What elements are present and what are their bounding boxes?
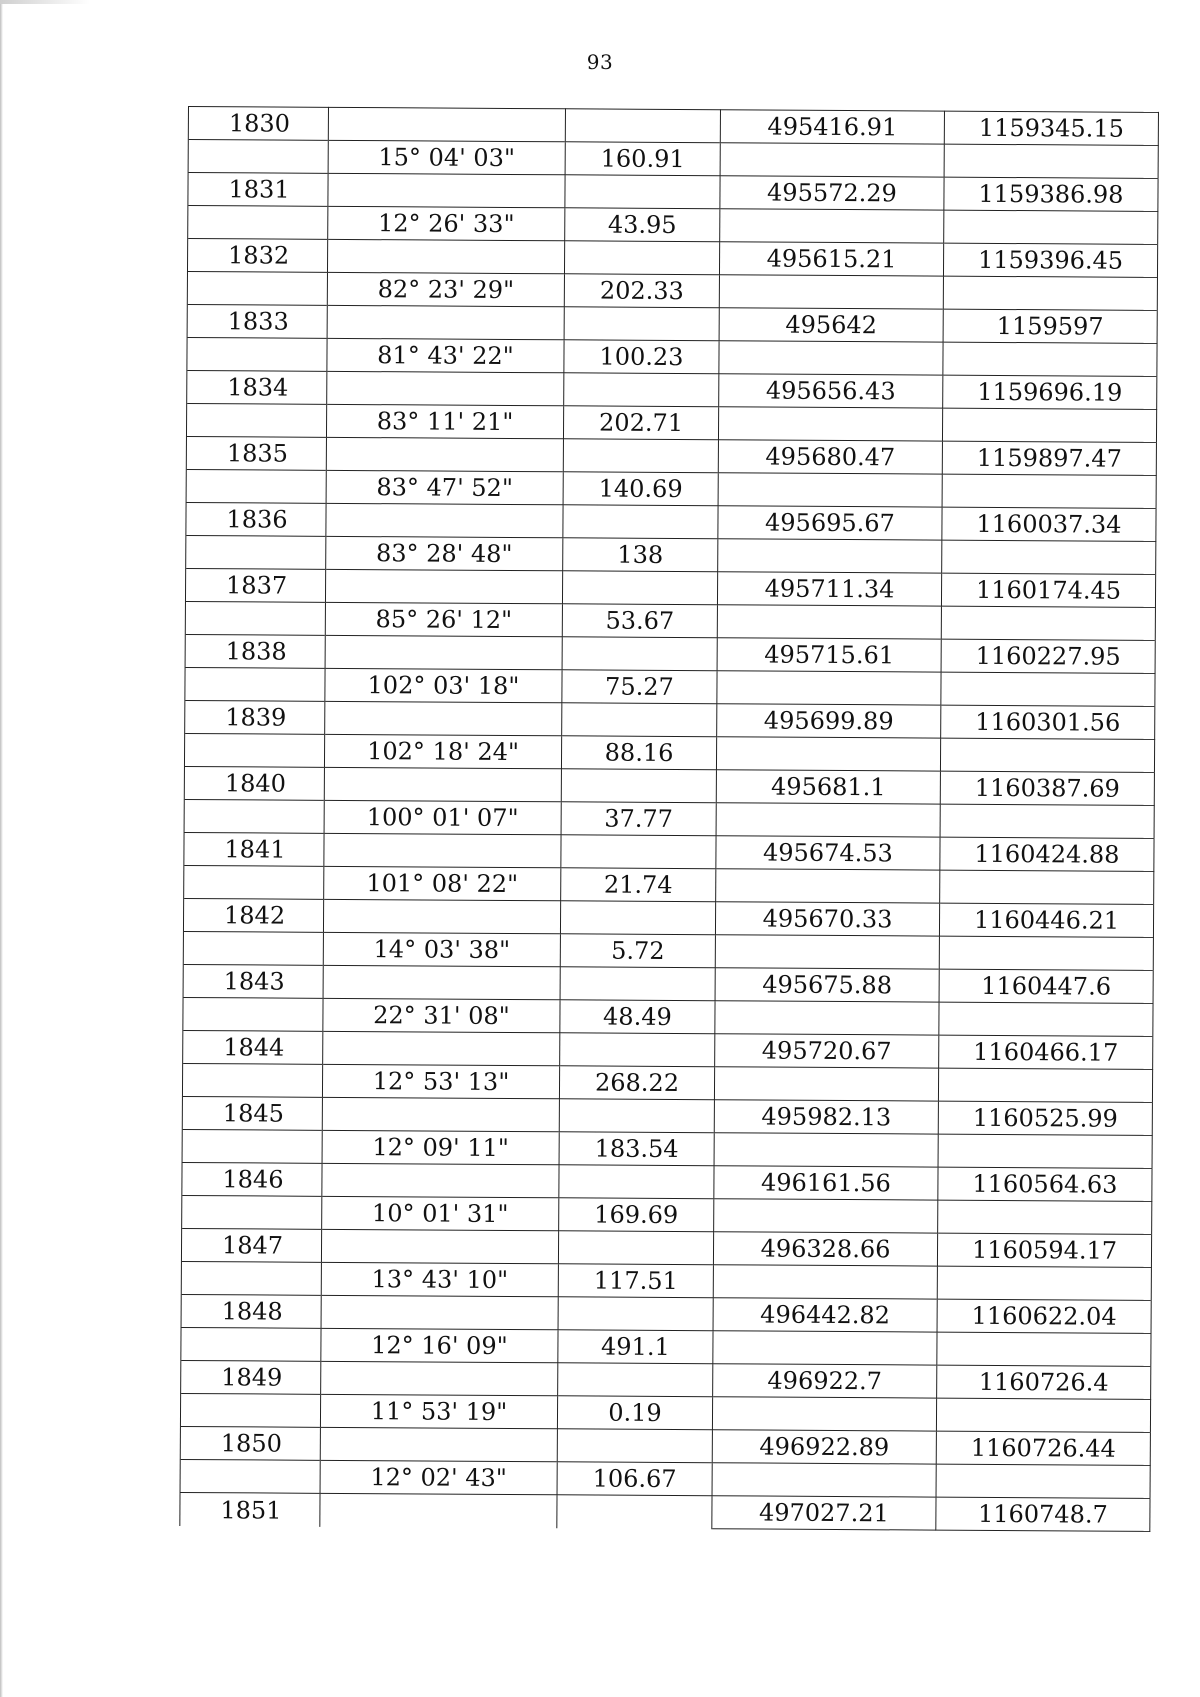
point-id-cell: 1847: [181, 1228, 321, 1262]
distance-cell: 37.77: [561, 802, 716, 836]
empty-x-cell: [713, 1331, 937, 1365]
empty-bearing-cell: [323, 1031, 560, 1065]
empty-y-cell: [938, 1134, 1152, 1168]
bearing-cell: 101° 08' 22": [324, 866, 561, 900]
x-coordinate-cell: 497027.21: [712, 1496, 936, 1530]
x-coordinate-cell: 495615.21: [719, 242, 943, 276]
empty-y-cell: [938, 1068, 1152, 1102]
empty-bearing-cell: [322, 1163, 559, 1197]
bearing-cell: 85° 26' 12": [325, 602, 562, 636]
empty-bearing-cell: [325, 569, 562, 603]
y-coordinate-cell: 1160525.99: [938, 1101, 1152, 1135]
point-id-cell: 1851: [180, 1492, 320, 1526]
distance-cell: 140.69: [563, 472, 718, 506]
x-coordinate-cell: 495715.61: [717, 638, 941, 672]
bearing-cell: 12° 53' 13": [322, 1064, 559, 1098]
empty-bearing-cell: [328, 173, 565, 207]
empty-distance-cell: [558, 1363, 713, 1397]
bearing-cell: 22° 31' 08": [323, 998, 560, 1032]
empty-point-cell: [184, 865, 324, 899]
point-id-cell: 1846: [182, 1162, 322, 1196]
x-coordinate-cell: 495982.13: [714, 1100, 938, 1134]
empty-x-cell: [712, 1463, 936, 1497]
distance-cell: 117.51: [558, 1264, 713, 1298]
empty-y-cell: [944, 210, 1158, 244]
bearing-cell: 12° 02' 43": [320, 1460, 557, 1494]
y-coordinate-cell: 1159897.47: [942, 441, 1156, 475]
empty-y-cell: [939, 936, 1153, 970]
x-coordinate-cell: 495720.67: [715, 1034, 939, 1068]
empty-bearing-cell: [320, 1427, 557, 1461]
bearing-cell: 14° 03' 38": [323, 932, 560, 966]
point-id-cell: 1831: [188, 173, 328, 207]
empty-y-cell: [940, 870, 1154, 904]
empty-distance-cell: [562, 637, 717, 671]
empty-x-cell: [713, 1265, 937, 1299]
distance-cell: 5.72: [560, 934, 715, 968]
empty-y-cell: [937, 1332, 1151, 1366]
empty-x-cell: [714, 1067, 938, 1101]
empty-x-cell: [716, 737, 940, 771]
empty-y-cell: [942, 474, 1156, 508]
point-id-cell: 1850: [180, 1426, 320, 1460]
scan-smudge: [0, 0, 90, 4]
bearing-cell: 83° 28' 48": [326, 536, 563, 570]
bearing-cell: 83° 47' 52": [326, 470, 563, 504]
empty-y-cell: [942, 540, 1156, 574]
distance-cell: 491.1: [558, 1330, 713, 1364]
distance-cell: 43.95: [565, 208, 720, 242]
empty-bearing-cell: [321, 1361, 558, 1395]
empty-distance-cell: [564, 373, 719, 407]
empty-distance-cell: [564, 307, 719, 341]
empty-y-cell: [938, 1200, 1152, 1234]
empty-bearing-cell: [320, 1493, 557, 1527]
y-coordinate-cell: 1160446.21: [939, 903, 1153, 937]
y-coordinate-cell: 1159345.15: [944, 111, 1158, 145]
empty-point-cell: [186, 535, 326, 569]
y-coordinate-cell: 1159396.45: [943, 243, 1157, 277]
empty-distance-cell: [558, 1231, 713, 1265]
empty-x-cell: [716, 869, 940, 903]
bearing-cell: 11° 53' 19": [320, 1394, 557, 1428]
distance-cell: 21.74: [561, 868, 716, 902]
point-id-cell: 1830: [188, 107, 328, 141]
bearing-cell: 13° 43' 10": [321, 1262, 558, 1296]
point-id-cell: 1844: [183, 1030, 323, 1064]
x-coordinate-cell: 496922.89: [712, 1430, 936, 1464]
distance-cell: 202.71: [563, 406, 718, 440]
empty-distance-cell: [565, 109, 720, 143]
coordinates-table-container: [188, 106, 1158, 1529]
empty-distance-cell: [561, 835, 716, 869]
empty-distance-cell: [563, 439, 718, 473]
y-coordinate-cell: 1160387.69: [940, 771, 1154, 805]
bearing-cell: 12° 09' 11": [322, 1130, 559, 1164]
bearing-cell: 12° 26' 33": [328, 206, 565, 240]
point-id-cell: 1841: [184, 832, 324, 866]
empty-x-cell: [715, 935, 939, 969]
bearing-cell: 83° 11' 21": [326, 404, 563, 438]
x-coordinate-cell: 495681.1: [716, 770, 940, 804]
empty-y-cell: [944, 144, 1158, 178]
empty-y-cell: [936, 1464, 1150, 1498]
empty-x-cell: [717, 605, 941, 639]
empty-point-cell: [181, 1261, 321, 1295]
empty-y-cell: [941, 672, 1155, 706]
coordinates-table: [179, 106, 1159, 1532]
empty-y-cell: [942, 408, 1156, 442]
empty-distance-cell: [563, 505, 718, 539]
empty-distance-cell: [560, 967, 715, 1001]
x-coordinate-cell: 496161.56: [714, 1166, 938, 1200]
empty-point-cell: [182, 1129, 322, 1163]
y-coordinate-cell: 1160424.88: [940, 837, 1154, 871]
empty-point-cell: [183, 931, 323, 965]
distance-cell: 53.67: [562, 604, 717, 638]
x-coordinate-cell: 495699.89: [717, 704, 941, 738]
point-id-cell: 1842: [183, 898, 323, 932]
x-coordinate-cell: 495642: [719, 308, 943, 342]
empty-point-cell: [188, 140, 328, 174]
point-id-cell: 1834: [187, 370, 327, 404]
empty-point-cell: [180, 1393, 320, 1427]
empty-point-cell: [184, 799, 324, 833]
page-number: 93: [586, 50, 614, 74]
empty-bearing-cell: [326, 503, 563, 537]
empty-bearing-cell: [327, 239, 564, 273]
empty-bearing-cell: [323, 899, 560, 933]
empty-point-cell: [187, 337, 327, 371]
empty-distance-cell: [565, 175, 720, 209]
empty-x-cell: [719, 341, 943, 375]
coordinates-table-body: [180, 107, 1159, 1532]
empty-x-cell: [714, 1199, 938, 1233]
empty-point-cell: [186, 403, 326, 437]
point-id-cell: 1849: [181, 1360, 321, 1394]
empty-x-cell: [712, 1397, 936, 1431]
empty-x-cell: [717, 671, 941, 705]
empty-bearing-cell: [327, 371, 564, 405]
empty-point-cell: [186, 469, 326, 503]
bearing-cell: 100° 01' 07": [324, 800, 561, 834]
point-id-cell: 1845: [182, 1096, 322, 1130]
empty-bearing-cell: [326, 437, 563, 471]
y-coordinate-cell: 1160622.04: [937, 1299, 1151, 1333]
point-id-cell: 1843: [183, 964, 323, 998]
y-coordinate-cell: 1160594.17: [937, 1233, 1151, 1267]
empty-y-cell: [939, 1002, 1153, 1036]
empty-bearing-cell: [328, 107, 565, 141]
bearing-cell: 10° 01' 31": [322, 1196, 559, 1230]
y-coordinate-cell: 1159386.98: [944, 177, 1158, 211]
empty-bearing-cell: [324, 767, 561, 801]
empty-distance-cell: [560, 1033, 715, 1067]
x-coordinate-cell: 495695.67: [718, 506, 942, 540]
x-coordinate-cell: 495656.43: [719, 374, 943, 408]
y-coordinate-cell: 1160726.4: [937, 1365, 1151, 1399]
y-coordinate-cell: 1160037.34: [942, 507, 1156, 541]
point-id-cell: 1840: [184, 766, 324, 800]
point-id-cell: 1839: [185, 700, 325, 734]
empty-distance-cell: [559, 1099, 714, 1133]
distance-cell: 202.33: [564, 274, 719, 308]
empty-distance-cell: [560, 901, 715, 935]
distance-cell: 75.27: [562, 670, 717, 704]
empty-point-cell: [182, 1195, 322, 1229]
y-coordinate-cell: 1160174.45: [941, 573, 1155, 607]
distance-cell: 0.19: [557, 1396, 712, 1430]
empty-point-cell: [182, 1063, 322, 1097]
empty-point-cell: [183, 997, 323, 1031]
bearing-cell: 81° 43' 22": [327, 338, 564, 372]
distance-cell: 88.16: [561, 736, 716, 770]
empty-y-cell: [936, 1398, 1150, 1432]
y-coordinate-cell: 1160447.6: [939, 969, 1153, 1003]
empty-y-cell: [940, 804, 1154, 838]
empty-x-cell: [719, 275, 943, 309]
distance-cell: 48.49: [560, 1000, 715, 1034]
bearing-cell: 82° 23' 29": [327, 272, 564, 306]
x-coordinate-cell: 495670.33: [715, 902, 939, 936]
point-id-cell: 1836: [186, 502, 326, 536]
empty-bearing-cell: [322, 1097, 559, 1131]
bearing-cell: 15° 04' 03": [328, 140, 565, 174]
point-id-cell: 1837: [185, 568, 325, 602]
y-coordinate-cell: 1160227.95: [941, 639, 1155, 673]
x-coordinate-cell: 495416.91: [720, 110, 944, 144]
empty-point-cell: [187, 271, 327, 305]
x-coordinate-cell: 495572.29: [720, 176, 944, 210]
empty-x-cell: [718, 407, 942, 441]
x-coordinate-cell: 495674.53: [716, 836, 940, 870]
point-id-cell: 1833: [187, 304, 327, 338]
empty-distance-cell: [562, 703, 717, 737]
point-id-cell: 1835: [186, 436, 326, 470]
x-coordinate-cell: 496922.7: [713, 1364, 937, 1398]
empty-bearing-cell: [327, 305, 564, 339]
bearing-cell: 12° 16' 09": [321, 1328, 558, 1362]
x-coordinate-cell: 495675.88: [715, 968, 939, 1002]
scan-edge: [0, 0, 3, 1697]
empty-bearing-cell: [325, 635, 562, 669]
empty-y-cell: [937, 1266, 1151, 1300]
distance-cell: 169.69: [559, 1198, 714, 1232]
empty-distance-cell: [561, 769, 716, 803]
empty-bearing-cell: [323, 965, 560, 999]
empty-y-cell: [943, 276, 1157, 310]
empty-distance-cell: [558, 1297, 713, 1331]
point-id-cell: 1848: [181, 1294, 321, 1328]
distance-cell: 183.54: [559, 1132, 714, 1166]
empty-distance-cell: [562, 571, 717, 605]
distance-cell: 160.91: [565, 142, 720, 176]
empty-x-cell: [720, 209, 944, 243]
empty-x-cell: [715, 1001, 939, 1035]
x-coordinate-cell: 495711.34: [717, 572, 941, 606]
y-coordinate-cell: 1160726.44: [936, 1431, 1150, 1465]
distance-cell: 138: [563, 538, 718, 572]
distance-cell: 268.22: [559, 1066, 714, 1100]
empty-x-cell: [718, 473, 942, 507]
x-coordinate-cell: 496442.82: [713, 1298, 937, 1332]
y-coordinate-cell: 1159696.19: [943, 375, 1157, 409]
empty-bearing-cell: [325, 701, 562, 735]
point-id-cell: 1832: [187, 239, 327, 273]
x-coordinate-cell: 496328.66: [713, 1232, 937, 1266]
empty-distance-cell: [559, 1165, 714, 1199]
point-id-cell: 1838: [185, 634, 325, 668]
empty-bearing-cell: [324, 833, 561, 867]
x-coordinate-cell: 495680.47: [718, 440, 942, 474]
distance-cell: 106.67: [557, 1462, 712, 1496]
empty-point-cell: [184, 733, 324, 767]
empty-point-cell: [180, 1459, 320, 1493]
empty-x-cell: [716, 803, 940, 837]
empty-y-cell: [940, 738, 1154, 772]
empty-bearing-cell: [321, 1295, 558, 1329]
empty-y-cell: [941, 606, 1155, 640]
y-coordinate-cell: 1160301.56: [941, 705, 1155, 739]
y-coordinate-cell: 1160466.17: [939, 1035, 1153, 1069]
empty-distance-cell: [564, 241, 719, 275]
y-coordinate-cell: 1159597: [943, 309, 1157, 343]
bearing-cell: 102° 18' 24": [324, 734, 561, 768]
distance-cell: 100.23: [564, 340, 719, 374]
empty-point-cell: [188, 206, 328, 240]
empty-distance-cell: [557, 1495, 712, 1529]
empty-x-cell: [714, 1133, 938, 1167]
empty-y-cell: [943, 342, 1157, 376]
empty-point-cell: [185, 667, 325, 701]
empty-x-cell: [718, 539, 942, 573]
empty-x-cell: [720, 143, 944, 177]
point-row: [180, 1492, 1150, 1531]
bearing-cell: 102° 03' 18": [325, 668, 562, 702]
y-coordinate-cell: 1160564.63: [938, 1167, 1152, 1201]
y-coordinate-cell: 1160748.7: [936, 1497, 1150, 1531]
empty-bearing-cell: [321, 1229, 558, 1263]
empty-point-cell: [181, 1327, 321, 1361]
empty-distance-cell: [557, 1429, 712, 1463]
empty-point-cell: [185, 601, 325, 635]
